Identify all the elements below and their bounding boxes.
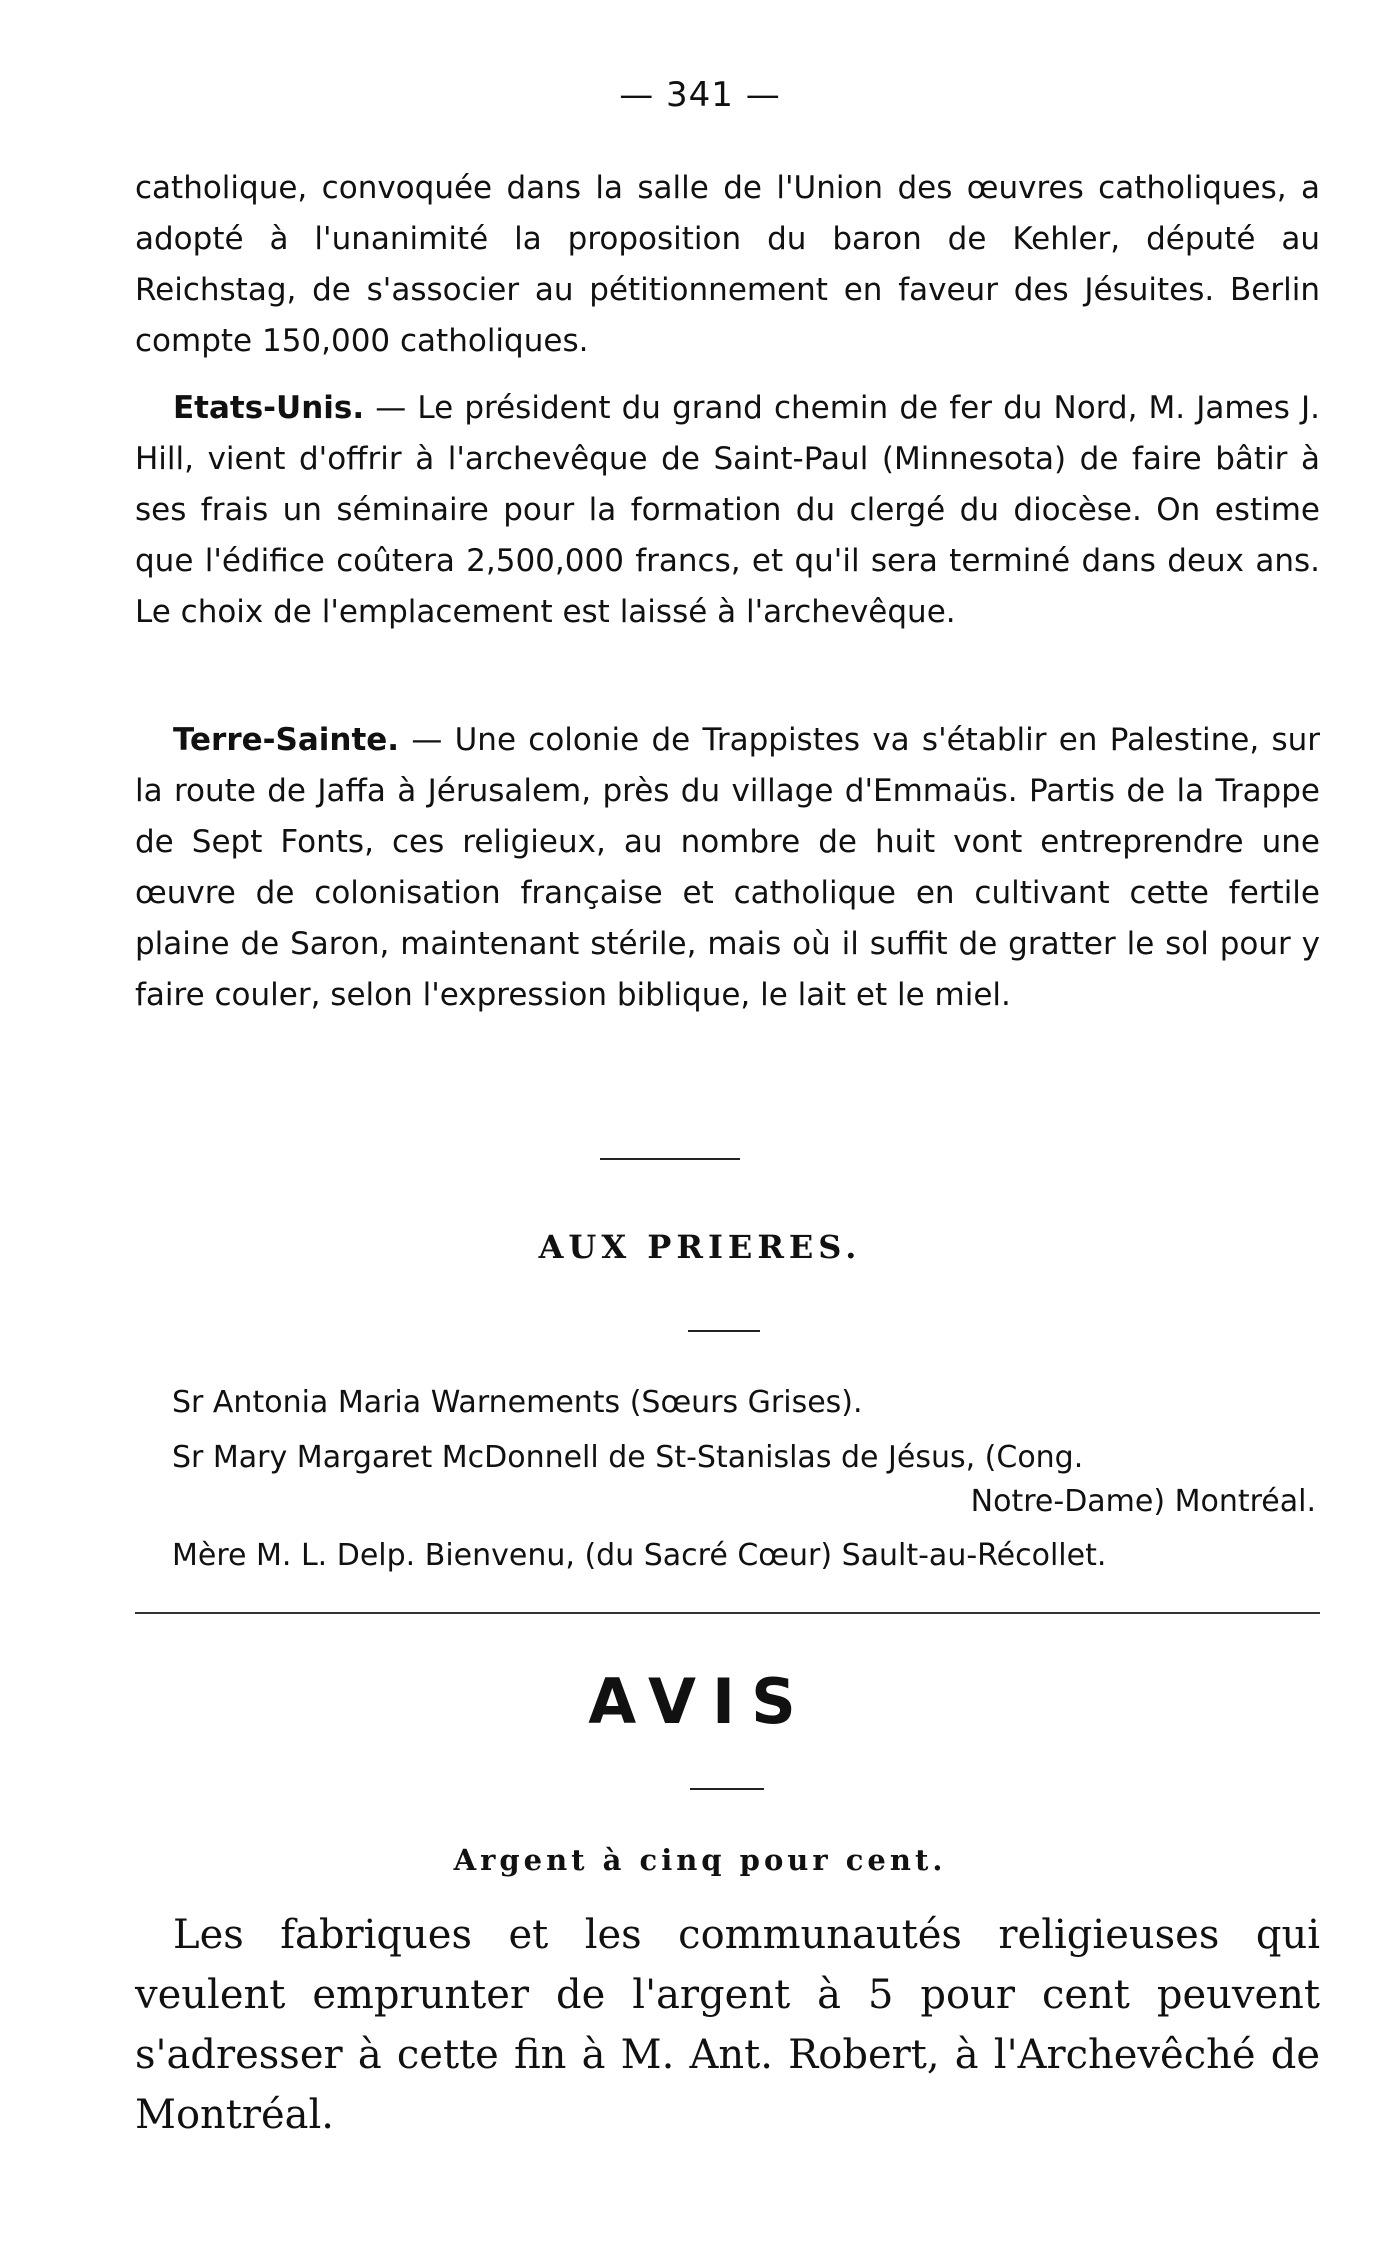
paragraph-holy-land — [135, 715, 1320, 1021]
section-divider — [135, 1612, 1320, 1614]
paragraph-text: — Une colonie de Trappistes va s'établir en Palestine, sur la route de Jaffa à Jérusalem, près du village d'Emmaüs. Partis de la Trappe de Sept Fonts, ces religieux, au nombre de huit vont entreprendre une œuvre de colonisation française et catholique en cultivant cette fertile plaine de Saron, maintenant stérile, mais où il suffit de gratter le sol pour y faire couler, selon l'expression biblique, le lait et le miel. — [135, 722, 1320, 1013]
divider — [690, 1788, 764, 1790]
paragraph-united-states — [135, 383, 1320, 638]
prayer-entry: Sr Antonia Maria Warnements (Sœurs Grises). — [172, 1385, 863, 1420]
divider — [600, 1158, 740, 1160]
notice-text: Les fabriques et les communautés religieuses qui veulent emprunter de l'argent à 5 pour cent peuvent s'adresser à cette fin à M. Ant. Robert, à l'Archevêché de Montréal. — [135, 1912, 1320, 2138]
notice-body — [135, 1905, 1320, 2145]
paragraph-germany-continuation — [135, 163, 1320, 367]
notice-subheading: Argent à cinq pour cent. — [453, 1843, 947, 1877]
divider — [688, 1330, 760, 1332]
paragraph-text: catholique, convoquée dans la salle de l'Union des œuvres catholiques, a adopté à l'unanimité la proposition du baron de Kehler, député au Reichstag, de s'associer au pétitionnement en faveur des Jésuites. Berlin compte 150,000 catholiques. — [135, 170, 1320, 359]
prayer-entry: Mère M. L. Delp. Bienvenu, (du Sacré Cœur) Sault-au-Récollet. — [172, 1538, 1107, 1573]
prayers-heading: AUX PRIERES. — [538, 1228, 862, 1266]
paragraph-heading: Etats-Unis. — [173, 390, 365, 426]
page-number: — 341 — — [619, 75, 781, 115]
notice-heading: AVIS — [588, 1665, 812, 1738]
paragraph-heading: Terre-Sainte. — [173, 722, 400, 758]
prayer-entry: Sr Mary Margaret McDonnell de St-Stanislas de Jésus, (Cong. — [172, 1440, 1084, 1475]
paragraph-text: — Le président du grand chemin de fer du Nord, M. James J. Hill, vient d'offrir à l'archevêque de Saint-Paul (Minnesota) de faire bâtir à ses frais un séminaire pour la formation du clergé du diocèse. On estime que l'édifice coûtera 2,500,000 francs, et qu'il sera terminé dans deux ans. Le choix de l'emplacement est laissé à l'archevêque. — [135, 390, 1320, 630]
prayer-entry-continuation: Notre-Dame) Montréal. — [970, 1484, 1316, 1519]
